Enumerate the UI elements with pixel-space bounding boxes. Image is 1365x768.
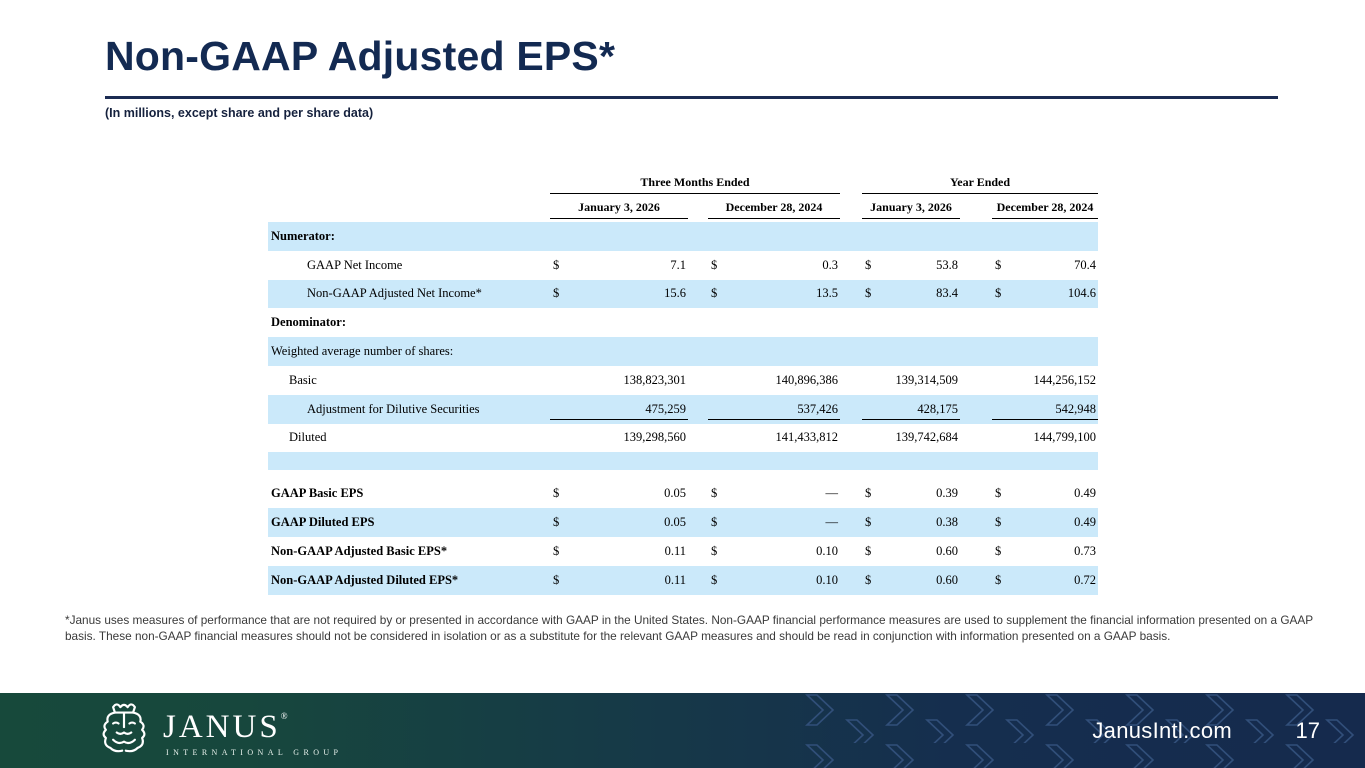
units-note: (In millions, except share and per share data)	[105, 106, 374, 120]
value-text: 0.49	[1074, 515, 1096, 530]
value-cell	[550, 280, 688, 309]
value-cell	[992, 366, 1098, 395]
value-cell	[992, 566, 1098, 595]
value-cell	[862, 366, 960, 395]
row-label: GAAP Net Income	[307, 257, 403, 272]
dollar-sign: $	[865, 486, 872, 501]
value-text: 144,799,100	[1033, 430, 1096, 445]
value-cell	[992, 251, 1098, 280]
value-cell	[862, 508, 960, 537]
col-header-y-2026: January 3, 2026	[862, 197, 960, 219]
value-text: 141,433,812	[775, 430, 838, 445]
value-cell	[550, 424, 688, 453]
page-number: 17	[1295, 717, 1320, 743]
value-text: 0.10	[816, 543, 838, 558]
row-label: Non-GAAP Adjusted Basic EPS*	[271, 543, 448, 558]
table-row-non-gaap-adjusted-net-income	[268, 280, 1098, 309]
table-row-gaap-net-income	[268, 251, 1098, 280]
value-cell	[992, 479, 1098, 508]
value-text: —	[825, 515, 838, 530]
title-divider	[105, 96, 1278, 99]
value-text: 428,175	[917, 401, 958, 416]
value-cell	[862, 424, 960, 453]
value-text: 0.73	[1074, 543, 1096, 558]
value-cell	[550, 566, 688, 595]
website-link[interactable]: JanusIntl.com	[1092, 717, 1232, 743]
dollar-sign: $	[865, 543, 872, 558]
janus-two-faces-icon	[95, 699, 153, 757]
col-group-three-months-ended: Three Months Ended	[550, 175, 840, 194]
dollar-sign: $	[553, 515, 560, 530]
row-label: Numerator:	[271, 228, 335, 243]
col-header-q-2026: January 3, 2026	[550, 197, 688, 219]
dollar-sign: $	[865, 286, 872, 301]
value-cell	[708, 537, 840, 566]
value-text: 13.5	[816, 286, 838, 301]
table-row-non-gaap-adjusted-diluted-eps	[268, 566, 1098, 595]
dollar-sign: $	[553, 486, 560, 501]
value-cell	[708, 395, 840, 424]
value-cell	[708, 251, 840, 280]
dollar-sign: $	[995, 515, 1002, 530]
row-label: GAAP Diluted EPS	[271, 515, 375, 530]
value-text: 53.8	[936, 257, 958, 272]
dollar-sign: $	[553, 572, 560, 587]
value-text: 7.1	[670, 257, 686, 272]
value-text: 15.6	[664, 286, 686, 301]
dollar-sign: $	[995, 257, 1002, 272]
janus-logo	[95, 699, 342, 757]
dollar-sign: $	[711, 286, 718, 301]
value-text: 0.38	[936, 515, 958, 530]
table-row-adjustment-dilutive-securities	[268, 395, 1098, 424]
value-cell	[992, 395, 1098, 424]
value-text: 0.39	[936, 486, 958, 501]
value-text: 0.3	[822, 257, 838, 272]
value-text: —	[825, 486, 838, 501]
col-group-year-ended: Year Ended	[862, 175, 1098, 194]
row-label: Weighted average number of shares:	[271, 344, 454, 359]
dollar-sign: $	[995, 572, 1002, 587]
dollar-sign: $	[711, 572, 718, 587]
gaap-footnote: *Janus uses measures of performance that are not required by or presented in accordance with GAAP in the United States. Non-GAAP financial performance measures are used to supplement the financial information presented on a GAAP basis. These non-GAAP financial measures should not be considered in isolation or as a substitute for the relevant GAAP measures and should be read in conjunction with information presented on a GAAP basis.	[65, 613, 1313, 643]
value-cell	[550, 537, 688, 566]
janus-wordmark	[163, 700, 342, 757]
value-text: 0.05	[664, 486, 686, 501]
value-cell	[550, 366, 688, 395]
value-cell	[708, 566, 840, 595]
table-row-denominator	[268, 308, 1098, 337]
table-body	[268, 222, 1098, 595]
dollar-sign: $	[711, 515, 718, 530]
table-row-basic-shares	[268, 366, 1098, 395]
value-cell	[992, 280, 1098, 309]
value-text: 0.11	[664, 572, 686, 587]
col-header-y-2024: December 28, 2024	[992, 197, 1098, 219]
value-cell	[550, 395, 688, 424]
table-row-spacer-band	[268, 452, 1098, 470]
value-cell	[992, 508, 1098, 537]
table-row-non-gaap-adjusted-basic-eps	[268, 537, 1098, 566]
table-column-headers	[268, 194, 1098, 219]
value-text: 475,259	[645, 401, 686, 416]
table-row-diluted-shares	[268, 424, 1098, 453]
dollar-sign: $	[865, 257, 872, 272]
dollar-sign: $	[995, 486, 1002, 501]
value-cell	[708, 479, 840, 508]
value-text: 83.4	[936, 286, 958, 301]
table-row-weighted-average-shares	[268, 337, 1098, 366]
value-text: 140,896,386	[775, 372, 838, 387]
value-cell	[550, 479, 688, 508]
value-text: 138,823,301	[623, 372, 686, 387]
dollar-sign: $	[865, 572, 872, 587]
eps-table	[268, 172, 1098, 595]
value-text: 139,742,684	[895, 430, 958, 445]
value-text: 139,298,560	[623, 430, 686, 445]
table-column-groups	[268, 172, 1098, 194]
table-row-gaap-diluted-eps	[268, 508, 1098, 537]
value-cell	[708, 280, 840, 309]
value-cell	[550, 508, 688, 537]
row-label: Diluted	[289, 430, 327, 445]
value-text: 0.72	[1074, 572, 1096, 587]
value-cell	[992, 537, 1098, 566]
value-text: 0.10	[816, 572, 838, 587]
value-text: 542,948	[1055, 401, 1096, 416]
page-title: Non-GAAP Adjusted EPS*	[105, 33, 616, 79]
table-row-numerator	[268, 222, 1098, 251]
row-label: Adjustment for Dilutive Securities	[307, 401, 480, 416]
brand-name: JANUS®	[163, 708, 288, 745]
row-label: Basic	[289, 372, 317, 387]
value-cell	[862, 280, 960, 309]
row-label: Non-GAAP Adjusted Net Income*	[307, 286, 482, 301]
dollar-sign: $	[711, 543, 718, 558]
col-header-q-2024: December 28, 2024	[708, 197, 840, 219]
dollar-sign: $	[553, 257, 560, 272]
table-row-gaap-basic-eps	[268, 479, 1098, 508]
row-label: Non-GAAP Adjusted Diluted EPS*	[271, 572, 459, 587]
value-cell	[708, 508, 840, 537]
value-text: 0.60	[936, 572, 958, 587]
value-text: 537,426	[797, 401, 838, 416]
row-label: Denominator:	[271, 315, 346, 330]
value-text: 0.60	[936, 543, 958, 558]
value-cell	[992, 424, 1098, 453]
value-text: 139,314,509	[895, 372, 958, 387]
dollar-sign: $	[711, 486, 718, 501]
row-label: GAAP Basic EPS	[271, 486, 364, 501]
value-cell	[862, 566, 960, 595]
value-cell	[862, 395, 960, 424]
footer-bar	[0, 693, 1365, 768]
value-text: 70.4	[1074, 257, 1096, 272]
value-text: 144,256,152	[1033, 372, 1096, 387]
dollar-sign: $	[553, 543, 560, 558]
value-cell	[550, 251, 688, 280]
registered-mark-icon: ®	[280, 710, 288, 721]
value-text: 0.05	[664, 515, 686, 530]
dollar-sign: $	[995, 286, 1002, 301]
value-cell	[708, 424, 840, 453]
dollar-sign: $	[553, 286, 560, 301]
value-cell	[708, 366, 840, 395]
dollar-sign: $	[711, 257, 718, 272]
value-cell	[862, 251, 960, 280]
table-row-spacer-white	[268, 470, 1098, 479]
value-cell	[862, 537, 960, 566]
chevron-pattern	[805, 693, 1365, 768]
brand-subtitle: INTERNATIONAL GROUP	[166, 747, 343, 757]
value-text: 104.6	[1067, 286, 1096, 301]
value-text: 0.49	[1074, 486, 1096, 501]
value-text: 0.11	[664, 543, 686, 558]
dollar-sign: $	[865, 515, 872, 530]
dollar-sign: $	[995, 543, 1002, 558]
value-cell	[862, 479, 960, 508]
